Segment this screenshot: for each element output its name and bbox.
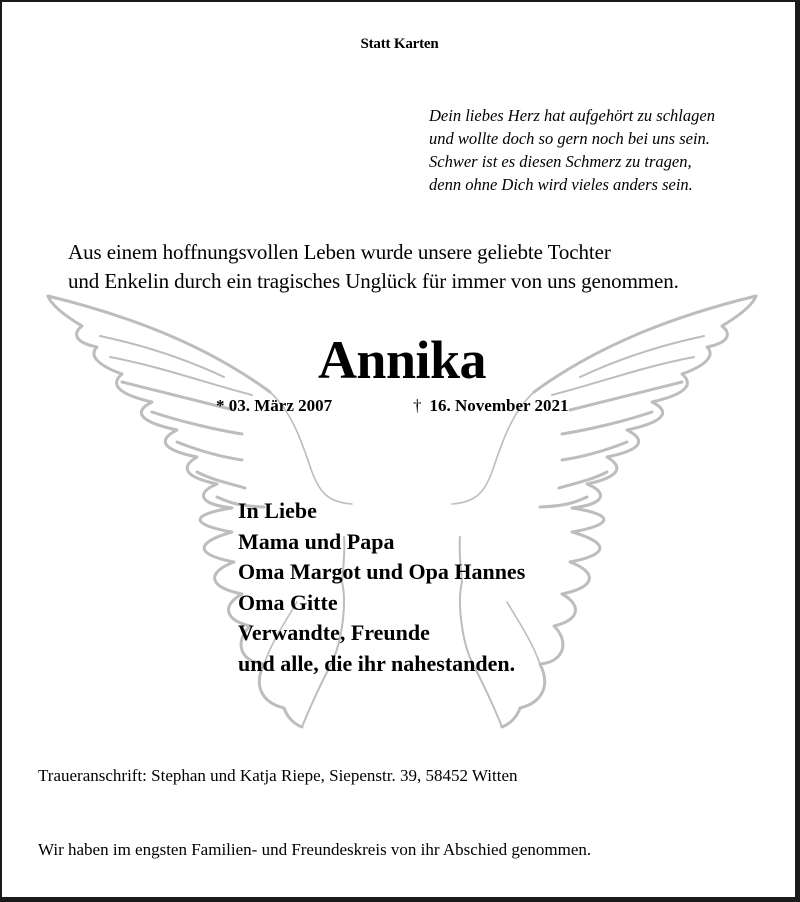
birth-date: * 03. März 2007 [216,396,333,415]
death-date: 16. November 2021 [429,396,569,415]
mourning-address: Traueranschrift: Stephan und Katja Riepe, Siepenstr. 39, 58452 Witten [38,766,518,785]
poem-line: Schwer ist es diesen Schmerz zu tragen, [429,152,692,171]
mourner-line: und alle, die ihr nahestanden. [238,650,516,676]
mourner-line: Verwandte, Freunde [238,620,430,645]
death-date-block [413,396,568,416]
mourner-line: Oma Gitte [238,589,338,615]
poem-line: denn ohne Dich wird vieles anders sein. [429,175,693,194]
cross-icon: † [413,396,422,415]
mourners-list [238,496,525,679]
deceased-name: Annika [317,330,487,390]
intro-text [68,238,679,296]
mourner-line: In Liebe [238,498,317,523]
poem-line: und wollte doch so gern noch bei uns sein. [429,129,710,148]
intro-line: und Enkelin durch ein tragisches Unglück für immer von uns genommen. [68,269,679,293]
farewell-note: Wir haben im engsten Familien- und Freundeskreis von ihr Abschied genommen. [38,840,592,859]
intro-line: Aus einem hoffnungsvollen Leben wurde unsere geliebte Tochter [68,240,611,264]
mourner-line: Oma Margot und Opa Hannes [238,559,526,584]
mourner-line: Mama und Papa [238,528,395,554]
notice-heading: Statt Karten [360,36,439,52]
poem-line: Dein liebes Herz hat aufgehört zu schlagen [429,106,715,125]
memorial-poem [429,104,715,196]
